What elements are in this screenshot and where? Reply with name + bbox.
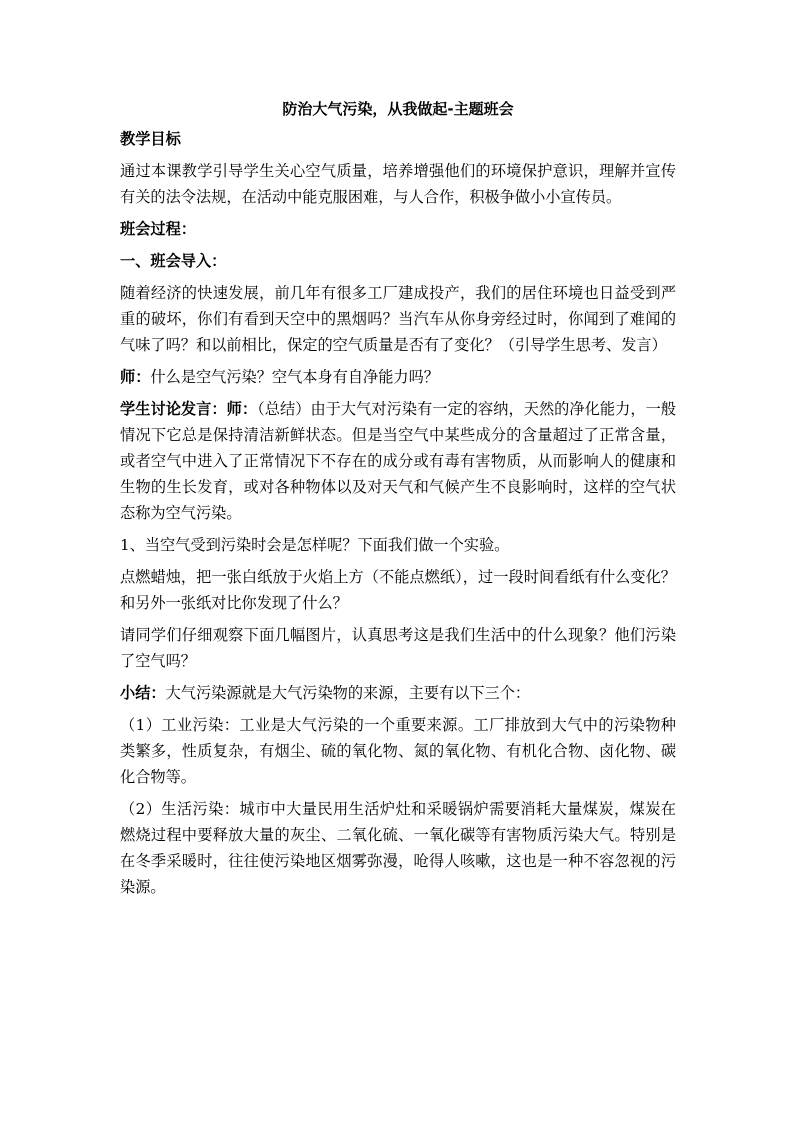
item1-paragraph: 1、当空气受到污染时会是怎样呢？下面我们做一个实验。	[120, 536, 510, 554]
summary-label: 小结：	[120, 684, 166, 702]
discussion-paragraph	[120, 396, 676, 526]
teacher-question: 什么是空气污染？空气本身有自净能力吗？	[150, 368, 439, 386]
discussion-label: 学生讨论发言：师：	[120, 400, 258, 418]
source1-paragraph: （1）工业污染：工业是大气污染的一个重要来源。工厂排放到大气中的污染物种类繁多，性质复杂，有烟尘、硫的氧化物、氮的氧化物、有机化合物、卤化物、碳化合物等。	[120, 716, 676, 786]
summary-paragraph	[120, 680, 676, 706]
intro-heading: 一、班会导入：	[120, 252, 227, 270]
discussion-text: （总结）由于大气对污染有一定的容纳，天然的净化能力，一般情况下它总是保持清洁新鲜状态。但是当空气中某些成分的含量超过了正常含量，或者空气中进入了正常情况下不存在的成分或有毒有害物质，从而影响人的健康和生物的生长发育，或对各种物体以及对天气和气候产生不良影响时，这样的空气状态称为空气污染。	[120, 400, 677, 522]
intro-paragraph: 随着经济的快速发展，前几年有很多工厂建成投产，我们的居住环境也日益受到严重的破坏，你们有看到天空中的黑烟吗？当汽车从你身旁经过时，你闻到了难闻的气味了吗？和以前相比，保定的空气质量是否有了变化？（引导学生思考、发言）	[120, 284, 676, 354]
document-title: 防治大气污染，从我做起-主题班会	[282, 100, 514, 118]
experiment-paragraph: 点燃蜡烛，把一张白纸放于火焰上方（不能点燃纸），过一段时间看纸有什么变化？和另外一张纸对比你发现了什么？	[120, 568, 676, 612]
teacher-label: 师：	[120, 368, 151, 386]
goal-heading: 教学目标	[120, 130, 181, 148]
teacher-question-paragraph	[120, 364, 676, 390]
goal-paragraph: 通过本课教学引导学生关心空气质量，培养增强他们的环境保护意识，理解并宣传有关的法令法规，在活动中能克服困难，与人合作，积极争做小小宣传员。	[120, 162, 676, 206]
summary-text: 大气污染源就是大气污染物的来源，主要有以下三个：	[165, 684, 531, 702]
document-page	[120, 96, 676, 906]
source2-paragraph: （2）生活污染：城市中大量民用生活炉灶和采暖锅炉需要消耗大量煤炭，煤炭在燃烧过程中要释放大量的灰尘、二氧化硫、一氧化碳等有害物质污染大气。特别是在冬季采暖时，往往使污染地区烟雾弥漫，呛得人咳嗽，这也是一种不容忽视的污染源。	[120, 800, 676, 896]
process-heading: 班会过程：	[120, 220, 196, 238]
observe-paragraph: 请同学们仔细观察下面几幅图片，认真思考这是我们生活中的什么现象？他们污染了空气吗？	[120, 626, 676, 670]
